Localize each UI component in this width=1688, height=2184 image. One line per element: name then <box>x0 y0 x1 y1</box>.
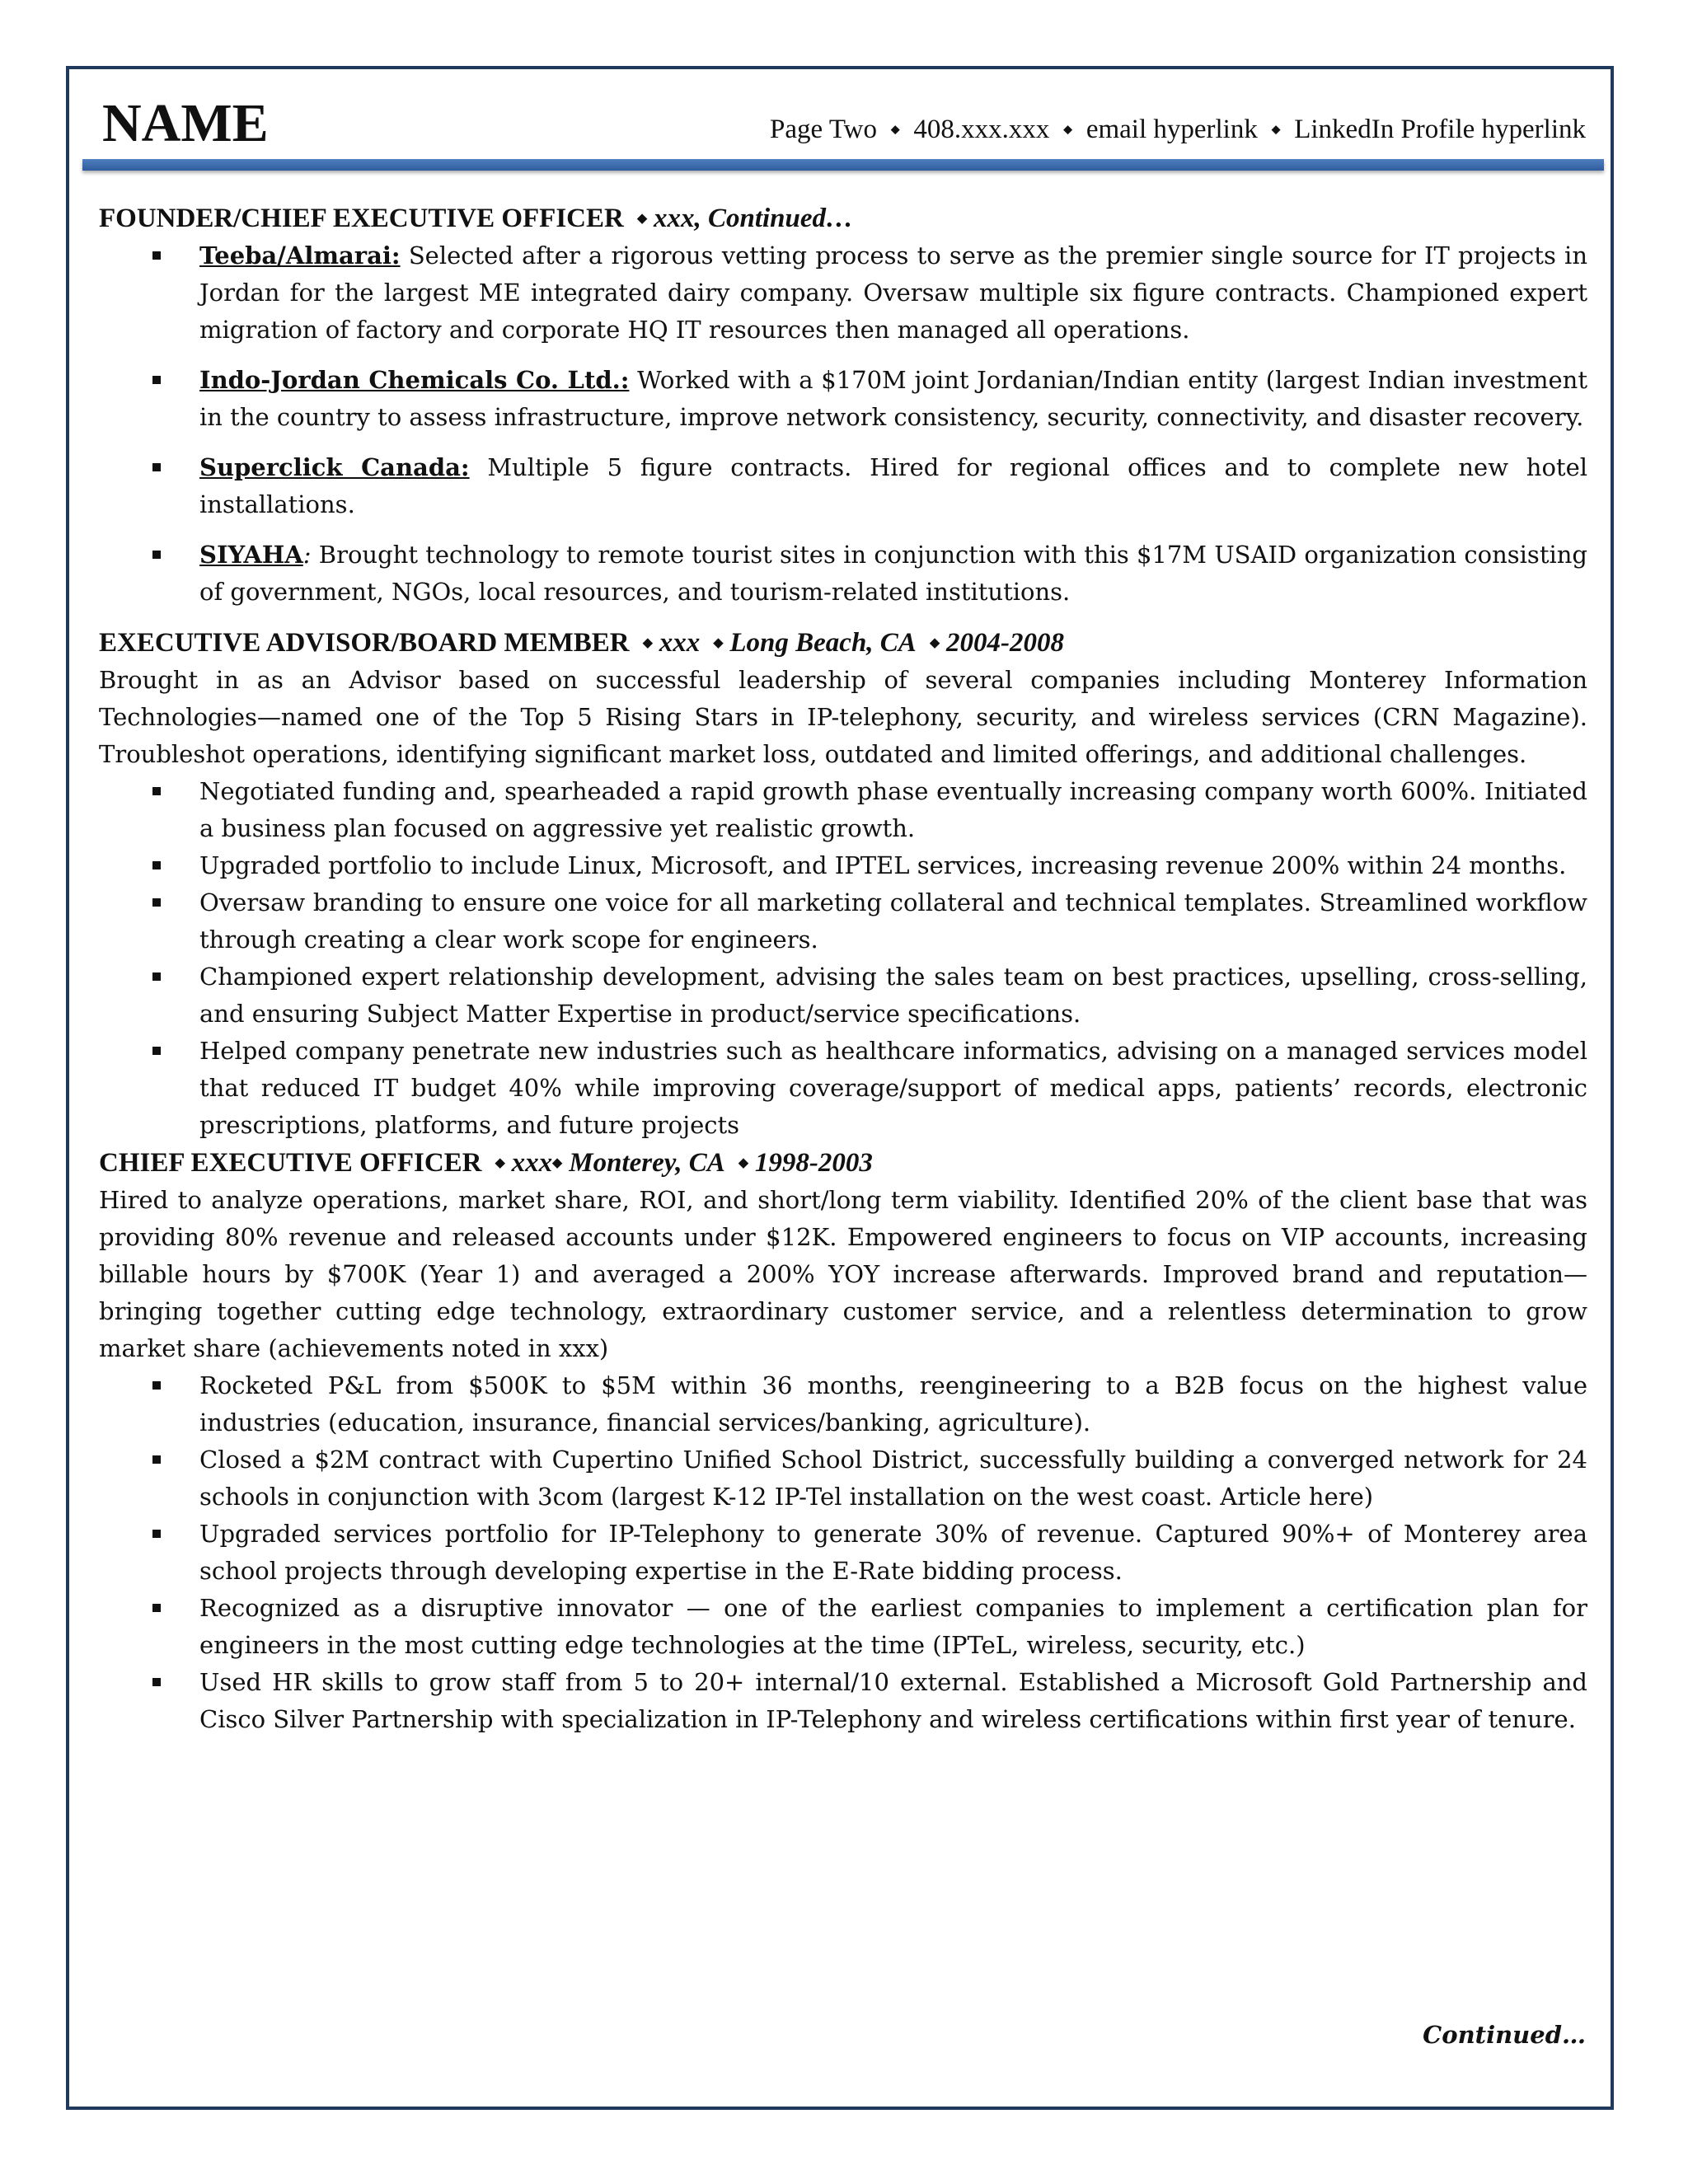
diamond-separator-icon: ⬩ <box>713 628 724 658</box>
phone-number: 408.xxx.xxx <box>913 115 1050 144</box>
client-name: Indo-Jordan Chemicals Co. Ltd.: <box>199 366 630 394</box>
founder-ceo-bullets <box>99 237 1587 611</box>
diamond-separator-icon: ⬩ <box>637 204 647 233</box>
list-item <box>99 449 1587 523</box>
role-location: Long Beach, CA <box>729 628 917 658</box>
list-item: Upgraded services portfolio for IP-Telephony to generate 30% of revenue. Captured 90%+ of Monterey area school projects through developing expertise in the E-Rate bidding process. <box>99 1516 1587 1590</box>
linkedin-link[interactable]: LinkedIn Profile hyperlink <box>1294 115 1586 144</box>
role-title: FOUNDER/CHIEF EXECUTIVE OFFICER <box>99 204 624 233</box>
client-name: Teeba/Almarai: <box>199 241 401 269</box>
bullet-text: Worked with a $170M joint Jordanian/Indian entity (largest Indian investment in the country to assess infrastructure, improve network consistency, security, connectivity, and disaster recovery. <box>199 366 1587 431</box>
client-name: Superclick Canada: <box>199 453 470 481</box>
role-company: xxx <box>511 1148 553 1178</box>
diamond-separator-icon: ⬩ <box>890 115 901 144</box>
list-item: Recognized as a disruptive innovator — one of the earliest companies to implement a certification plan for engineers in the most cutting edge technologies at the time (IPTeL, wireless, security, etc.) <box>99 1590 1587 1664</box>
diamond-separator-icon: ⬩ <box>930 628 940 658</box>
resume-header <box>102 91 1586 157</box>
contact-line <box>770 110 1586 148</box>
role-description: Brought in as an Advisor based on successful leadership of several companies including Monterey Information Technologies—named one of the Top 5 Rising Stars in IP-telephony, security, and wireless services (CRN Magazine). Troubleshot operations, identifying significant market loss, outdated and limited offerings, and additional challenges. <box>99 666 1587 768</box>
client-name: SIYAHA <box>199 541 303 569</box>
diamond-separator-icon: ⬩ <box>738 1148 748 1178</box>
diamond-separator-icon: ⬩ <box>642 628 653 658</box>
section-advisor-heading <box>99 624 1587 662</box>
list-item: Used HR skills to grow staff from 5 to 20+ internal/10 external. Established a Microsoft Gold Partnership and Cisco Silver Partnership with specialization in IP-Telephony and wireless certifications within first year of tenure. <box>99 1664 1587 1738</box>
list-item <box>99 237 1587 349</box>
page-label: Page Two <box>770 115 878 144</box>
bullet-text: Brought technology to remote tourist sites in conjunction with this $17M USAID organization consisting of government, NGOs, local resources, and tourism-related institutions. <box>199 541 1587 606</box>
role-dates: 2004-2008 <box>945 628 1064 658</box>
bullet-text: Multiple 5 figure contracts. Hired for regional offices and to complete new hotel installations. <box>199 453 1588 518</box>
email-link[interactable]: email hyperlink <box>1085 115 1258 144</box>
list-item: Oversaw branding to ensure one voice for all marketing collateral and technical templates. Streamlined workflow through creating a clear work scope for engineers. <box>99 884 1587 958</box>
section-ceo-heading <box>99 1144 1587 1182</box>
list-item: Helped company penetrate new industries such as healthcare informatics, advising on a managed services model that reduced IT budget 40% while improving coverage/support of medical apps, patients’ records, electronic prescriptions, platforms, and future projects <box>99 1033 1587 1144</box>
diamond-separator-icon: ⬩ <box>495 1148 505 1178</box>
advisor-bullets <box>99 773 1587 1144</box>
role-dates: 1998-2003 <box>754 1148 873 1178</box>
list-item: Rocketed P&L from $500K to $5M within 36 months, reengineering to a B2B focus on the highest value industries (education, insurance, financial services/banking, agriculture). <box>99 1367 1587 1441</box>
role-description: Hired to analyze operations, market share, ROI, and short/long term viability. Identified 20% of the client base that was providing 80% revenue and released accounts under $12K. Empowered engineers to focus on VIP accounts, increasing billable hours by $700K (Year 1) and averaged a 200% YOY increase afterwards. Improved brand and reputation—bringing together cutting edge technology, extraordinary customer service, and a relentless determination to grow market share (achievements noted in xxx) <box>99 1186 1587 1362</box>
list-item: Negotiated funding and, spearheaded a rapid growth phase eventually increasing company worth 600%. Initiated a business plan focused on aggressive yet realistic growth. <box>99 773 1587 847</box>
role-qualifier: xxx, Continued… <box>653 204 854 233</box>
header-divider <box>82 159 1604 171</box>
candidate-name: NAME <box>102 93 269 153</box>
resume-body <box>99 199 1587 1738</box>
diamond-separator-icon: ⬩ <box>1271 115 1281 144</box>
diamond-separator-icon: ⬩ <box>1062 115 1073 144</box>
bullet-text: Selected after a rigorous vetting process to serve as the premier single source for IT projects in Jordan for the largest ME integrated dairy company. Oversaw multiple six figure contracts. Championed expert migration of factory and corporate HQ IT resources then managed all operations. <box>199 241 1587 344</box>
role-location: Monterey, CA <box>569 1148 725 1178</box>
list-item: Upgraded portfolio to include Linux, Microsoft, and IPTEL services, increasing revenue 200% within 24 months. <box>99 847 1587 884</box>
role-title: CHIEF EXECUTIVE OFFICER <box>99 1148 482 1178</box>
list-item <box>99 537 1587 611</box>
section-founder-ceo-heading <box>99 199 1587 237</box>
diamond-separator-icon: ⬩ <box>552 1148 563 1178</box>
continued-note: Continued… <box>1423 2021 1586 2049</box>
list-item <box>99 362 1587 436</box>
client-colon: : <box>302 541 312 569</box>
list-item: Championed expert relationship development, advising the sales team on best practices, upselling, cross-selling, and ensuring Subject Matter Expertise in product/service specifications. <box>99 958 1587 1033</box>
list-item: Closed a $2M contract with Cupertino Unified School District, successfully building a converged network for 24 schools in conjunction with 3com (largest K-12 IP-Tel installation on the west coast. Article here) <box>99 1441 1587 1516</box>
ceo-bullets <box>99 1367 1587 1738</box>
role-title: EXECUTIVE ADVISOR/BOARD MEMBER <box>99 628 630 658</box>
role-company: xxx <box>659 628 701 658</box>
